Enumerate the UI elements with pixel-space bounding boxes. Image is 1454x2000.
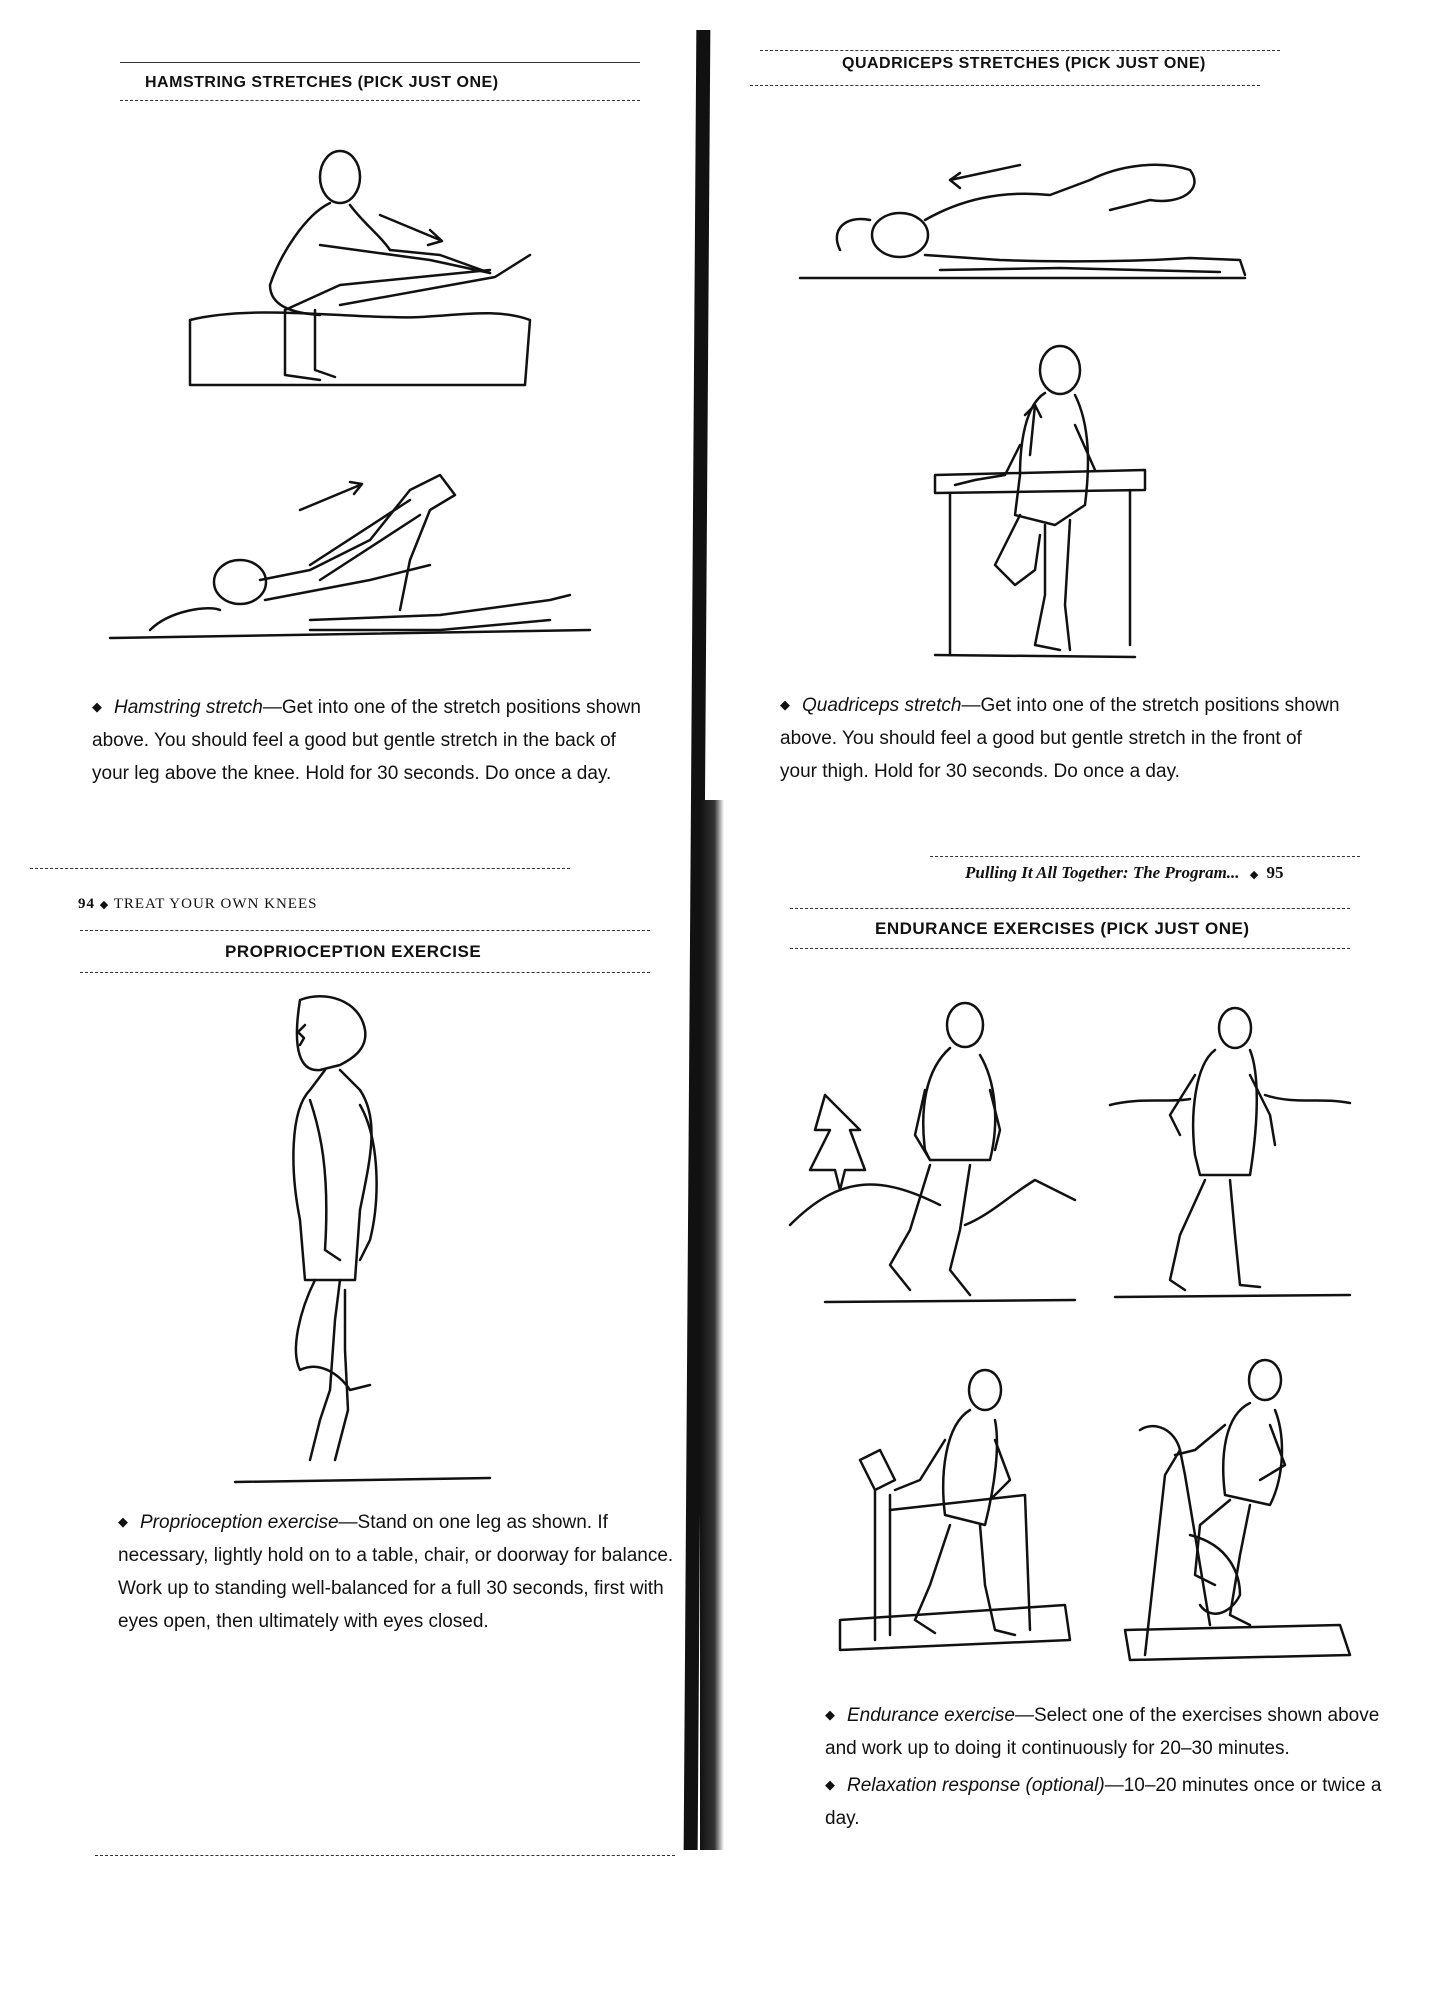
hamstring-heading-rule — [120, 100, 640, 101]
hamstring-description: ◆ Hamstring stretch—Get into one of the stretch positions shown above. You should feel a good but gentle stretch in the back of your leg above the knee. Hold for 30 seconds. Do once a day. — [92, 690, 652, 790]
endurance-heading: ENDURANCE EXERCISES (PICK JUST ONE) — [875, 919, 1250, 938]
bullet-diamond-icon: ◆ — [825, 1777, 835, 1792]
quadriceps-heading-rule — [750, 85, 1260, 86]
hamstring-seated-illustration — [190, 145, 530, 395]
bullet-diamond-icon: ◆ — [118, 1514, 128, 1529]
proprioception-description: ◆ Proprioception exercise—Stand on one leg as shown. If necessary, lightly hold on to a table, chair, or doorway for balance. Work up to standing well-balanced for a full 30 seconds, first with eyes open, then ultimately with eyes closed. — [118, 1505, 678, 1638]
proprioception-one-leg-illustration — [230, 990, 490, 1490]
bullet-diamond-icon: ◆ — [780, 697, 790, 712]
endurance-treadmill-illustration — [835, 1365, 1075, 1665]
top-left-rule — [120, 62, 640, 63]
quadriceps-standing-illustration — [935, 345, 1155, 660]
bullet-diamond-icon: ◆ — [92, 699, 102, 714]
left-page-header — [78, 896, 317, 913]
endurance-rule-bottom — [790, 948, 1350, 949]
endurance-jogging-illustration — [1110, 1005, 1350, 1305]
quadriceps-heading: QUADRICEPS STRETCHES (PICK JUST ONE) — [842, 55, 1206, 72]
left-bottom-rule — [95, 1855, 675, 1856]
right-mid-rule — [930, 856, 1360, 857]
diamond-separator-icon: ◆ — [99, 899, 110, 911]
left-page-number: 94 — [78, 896, 95, 912]
quadriceps-description: ◆ Quadriceps stretch—Get into one of the stretch positions shown above. You should feel a good but gentle stretch in the front of your thigh. Hold for 30 seconds. Do once a day. — [780, 688, 1340, 788]
quadriceps-lying-illustration — [800, 150, 1260, 290]
right-page-number: 95 — [1266, 863, 1284, 882]
proprioception-heading: PROPRIOCEPTION EXERCISE — [225, 942, 482, 961]
top-right-rule — [760, 50, 1280, 51]
proprioception-rule-bottom — [80, 972, 650, 973]
relaxation-description: ◆ Relaxation response (optional)—10–20 minutes once or twice a day. — [825, 1768, 1385, 1835]
proprioception-rule-top — [80, 930, 650, 931]
endurance-walking-illustration — [790, 1000, 1080, 1305]
endurance-rule-top — [790, 908, 1350, 909]
endurance-stationary-bike-illustration — [1120, 1355, 1350, 1665]
hamstring-lying-strap-illustration — [110, 470, 610, 645]
book-title: TREAT YOUR OWN KNEES — [113, 896, 318, 912]
left-mid-rule — [30, 868, 570, 869]
endurance-description: ◆ Endurance exercise—Select one of the exercises shown above and work up to doing it continuously for 20–30 minutes. — [825, 1698, 1385, 1765]
page-gutter-shadow-edge — [700, 800, 724, 1850]
hamstring-heading: HAMSTRING STRETCHES (PICK JUST ONE) — [145, 74, 499, 91]
bullet-diamond-icon: ◆ — [825, 1707, 835, 1722]
diamond-separator-icon: ◆ — [1249, 869, 1259, 881]
running-head: Pulling It All Together: The Program... ◆ 95 — [965, 863, 1284, 882]
